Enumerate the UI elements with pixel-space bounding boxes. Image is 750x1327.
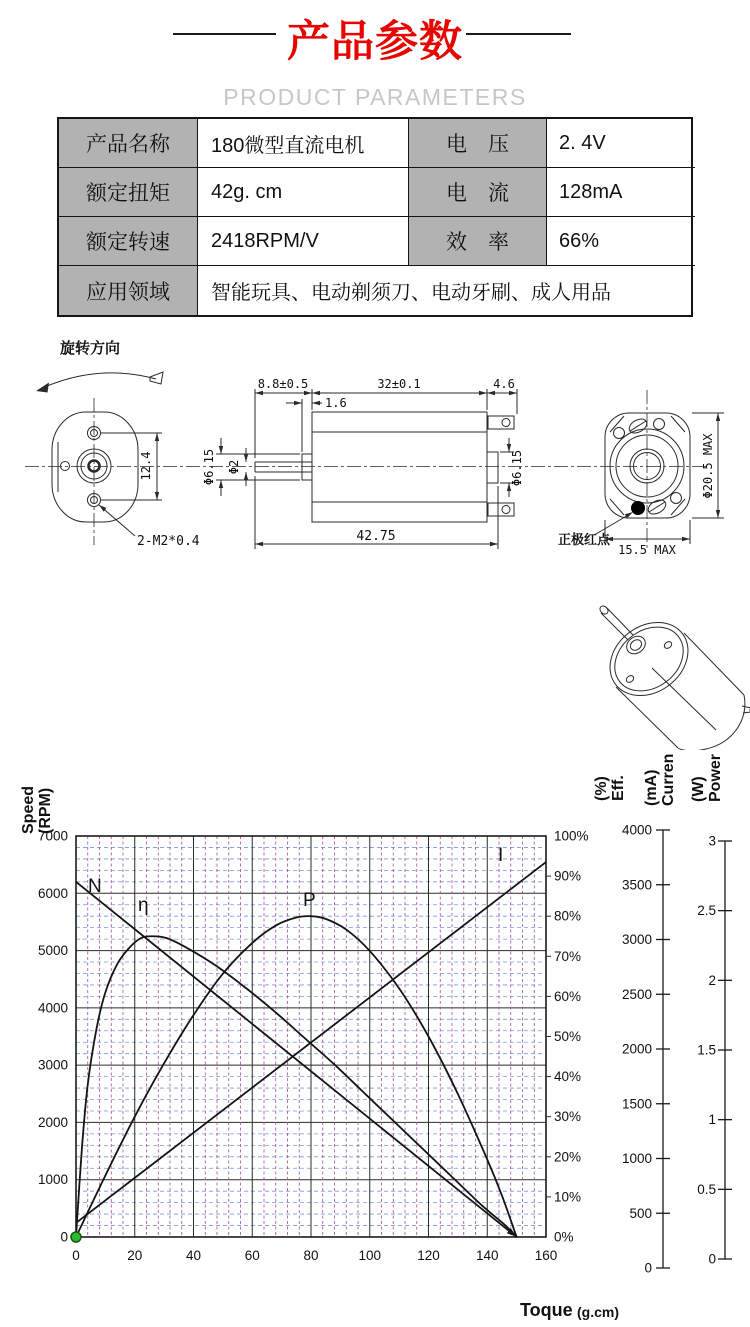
- rotation-arrowhead: [36, 383, 49, 393]
- curve-label-power: P: [303, 890, 316, 911]
- speed-axis-title: Speed(RPM): [20, 785, 54, 834]
- x-tick-label: 160: [534, 1248, 558, 1263]
- speed-tick-label: 1000: [37, 1172, 68, 1188]
- power-tick-label: 2.5: [697, 903, 716, 919]
- x-tick-label: 20: [127, 1248, 143, 1263]
- power-tick-label: 1: [708, 1112, 716, 1128]
- spec-label-voltage: 电 压: [409, 119, 547, 168]
- eff-tick-label: 90%: [554, 868, 582, 884]
- max-width-dim: 15.5 MAX: [618, 543, 676, 557]
- power-tick-label: 0: [708, 1251, 716, 1267]
- spec-value-applications: 智能玩具、电动剃须刀、电动牙刷、成人用品: [211, 282, 611, 304]
- shaft-length-dim: 8.8±0.5: [257, 377, 309, 391]
- spec-value-rated-torque: 42g. cm: [198, 168, 409, 217]
- x-tick-label: 0: [72, 1248, 80, 1263]
- eff-tick-label: 100%: [554, 828, 589, 844]
- x-tick-label: 40: [185, 1248, 202, 1263]
- curve-label-speed: N: [88, 876, 102, 897]
- x-tick-label: 120: [417, 1248, 440, 1263]
- eff-tick-label: 80%: [554, 908, 582, 924]
- spec-label-rated-torque: 额定扭矩: [59, 168, 198, 217]
- spec-value-rated-speed: 2418RPM/V: [198, 217, 409, 266]
- positive-terminal-dot: [631, 501, 645, 515]
- motor-isometric-drawing: [596, 604, 750, 750]
- spec-value-voltage: 2. 4V: [547, 119, 695, 168]
- rear-view-drawing: [558, 390, 724, 557]
- x-axis-unit: (g.cm): [577, 1304, 619, 1320]
- current-tick-label: 3500: [621, 877, 652, 893]
- secondary-axes: [622, 823, 732, 1276]
- current-tick-label: 1500: [621, 1096, 652, 1112]
- curve-η: [76, 936, 517, 1237]
- power-tick-label: 1.5: [697, 1042, 716, 1058]
- x-axis-title: Toque: [520, 1300, 573, 1320]
- spec-label-efficiency: 效 率: [409, 217, 547, 266]
- positive-dot-label: 正极红点: [558, 532, 611, 547]
- eff-tick-label: 10%: [554, 1189, 582, 1205]
- page-subtitle: PRODUCT PARAMETERS: [223, 84, 527, 110]
- spec-value-product-name: 180微型直流电机: [198, 119, 409, 168]
- spec-value-current: 128mA: [547, 168, 695, 217]
- current-axis-title: (mA)Curren: [643, 753, 677, 806]
- total-length-dim: 42.75: [356, 529, 396, 544]
- speed-tick-label: 6000: [37, 885, 68, 901]
- front-view-drawing: [36, 339, 200, 549]
- eff-tick-label: 70%: [554, 948, 582, 964]
- terminal-length-dim: 4.6: [493, 377, 515, 391]
- current-tick-label: 500: [629, 1205, 652, 1221]
- body-length-dim: 32±0.1: [377, 377, 421, 391]
- x-tick-label: 80: [303, 1248, 319, 1263]
- origin-marker: [71, 1232, 81, 1242]
- power-axis-title: (W)Power: [690, 753, 724, 802]
- speed-tick-label: 2000: [37, 1114, 68, 1130]
- boss-left-diameter: Φ6.15: [202, 448, 216, 486]
- curve-label-efficiency: η: [138, 895, 149, 916]
- x-tick-label: 60: [244, 1248, 260, 1263]
- speed-tick-label: 0: [60, 1229, 68, 1245]
- current-tick-label: 0: [644, 1260, 652, 1276]
- curve-label-current: I: [498, 845, 504, 866]
- speed-tick-label: 7000: [37, 828, 68, 844]
- max-diameter-dim: Φ20.5 MAX: [701, 433, 715, 499]
- shaft-diameter: Φ2: [227, 459, 241, 475]
- current-tick-label: 2000: [621, 1041, 652, 1057]
- eff-axis-title: (%)Eff.: [593, 775, 627, 801]
- current-tick-label: 3000: [621, 932, 652, 947]
- eff-tick-label: 50%: [554, 1029, 582, 1044]
- eff-tick-label: 40%: [554, 1069, 582, 1085]
- performance-chart: [0, 745, 750, 1327]
- x-tick-label: 140: [475, 1248, 499, 1263]
- eff-tick-label: 0%: [554, 1229, 574, 1245]
- spec-value-efficiency: 66%: [547, 217, 695, 266]
- screw-note: 2-M2*0.4: [137, 534, 200, 549]
- power-tick-label: 0.5: [697, 1181, 716, 1197]
- speed-tick-label: 4000: [37, 1000, 68, 1016]
- current-tick-label: 4000: [621, 822, 652, 838]
- engineering-drawings: [0, 320, 750, 750]
- side-view-drawing: [202, 377, 524, 549]
- rotation-direction-label: 旋转方向: [60, 340, 121, 357]
- power-tick-label: 2: [708, 972, 716, 988]
- title-right-dash: [466, 33, 571, 35]
- current-tick-label: 1000: [621, 1151, 652, 1166]
- spec-label-current: 电 流: [409, 168, 547, 217]
- spec-label-rated-speed: 额定转速: [59, 217, 198, 266]
- speed-tick-label: 5000: [37, 943, 68, 959]
- eff-tick-label: 30%: [554, 1109, 582, 1125]
- speed-tick-label: 3000: [37, 1057, 68, 1073]
- page-title: 产品参数: [287, 18, 463, 66]
- hole-spacing-dimension: 12.4: [139, 451, 153, 481]
- rotation-arrow-arc: [40, 373, 156, 389]
- spec-table: [57, 117, 693, 317]
- current-tick-label: 2500: [621, 986, 652, 1002]
- power-tick-label: 3: [708, 833, 716, 849]
- eff-tick-label: 60%: [554, 988, 582, 1004]
- spec-label-product-name: 产品名称: [59, 119, 198, 168]
- boss-right-diameter: Φ6.15: [510, 449, 524, 487]
- step-dim: 1.6: [325, 396, 347, 410]
- motor-body: [312, 412, 487, 522]
- eff-tick-label: 20%: [554, 1149, 582, 1165]
- x-tick-label: 100: [358, 1248, 382, 1263]
- spec-label-applications: 应用领域: [59, 266, 198, 315]
